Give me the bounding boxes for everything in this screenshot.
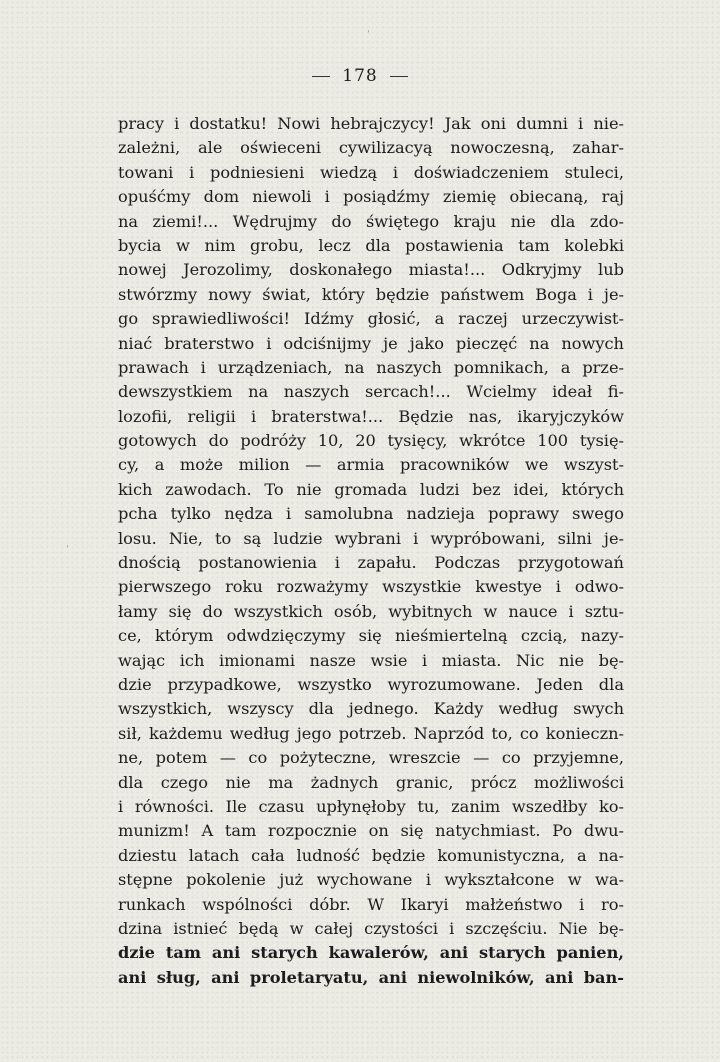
text-line: kich zawodach. To nie gromada ludzi bez idei, których xyxy=(118,479,624,499)
text-line: dzina istnieć będą w całej czystości i szczęściu. Nie bę- xyxy=(118,918,624,938)
text-line: gotowych do podróży 10, 20 tysięcy, wkrótce 100 tysię- xyxy=(118,431,624,451)
text-line: wając ich imionami nasze wsie i miasta. Nic nie bę- xyxy=(118,650,624,670)
text-line: stwórzmy nowy świat, który będzie państwem Boga i je- xyxy=(118,284,624,304)
text-line: cy, a może milion — armia pracowników we wszyst- xyxy=(118,455,624,475)
text-line: prawach i urządzeniach, na naszych pomnikach, a prze- xyxy=(118,357,624,377)
text-line: towani i podniesieni wiedzą i doświadczeniem stuleci, xyxy=(118,162,624,182)
body-text xyxy=(118,112,624,990)
text-line: dnością postanowienia i zapału. Podczas przygotowań xyxy=(118,553,624,573)
text-line: runkach wspólności dóbr. W Ikaryi małżeństwo i ro- xyxy=(118,894,624,914)
text-line: ani sług, ani proletaryatu, ani niewolników, ani ban- xyxy=(118,967,624,987)
text-line: stępne pokolenie już wychowane i wykształcone w wa- xyxy=(118,870,624,890)
text-line: dziestu latach cała ludność będzie komunistyczna, a na- xyxy=(118,845,624,865)
text-line: sił, każdemu według jego potrzeb. Naprzód to, co konieczn- xyxy=(118,723,624,743)
text-line: opuśćmy dom niewoli i posiądźmy ziemię obiecaną, raj xyxy=(118,187,624,207)
text-line: pcha tylko nędza i samolubna nadzieja poprawy swego xyxy=(118,504,624,524)
text-line: pracy i dostatku! Nowi hebrajczycy! Jak oni dumni i nie- xyxy=(118,114,624,133)
text-line: ce, którym odwdzięczymy się nieśmiertelną czcią, nazy- xyxy=(118,626,624,646)
paper-speck: ˈ xyxy=(367,30,370,41)
text-line: go sprawiedliwości! Idźmy głosić, a raczej urzeczywist- xyxy=(118,309,624,329)
text-line: pierwszego roku rozważymy wszystkie kwestye i odwo- xyxy=(118,577,624,597)
text-line: ne, potem — co pożyteczne, wreszcie — co przyjemne, xyxy=(118,748,624,768)
text-line: dzie tam ani starych kawalerów, ani starych panien, xyxy=(118,943,624,963)
text-line: i równości. Ile czasu upłynęłoby tu, zanim wszedłby ko- xyxy=(118,796,624,816)
header-dash-left xyxy=(312,76,330,77)
text-line: bycia w nim grobu, lecz dla postawienia tam kolebki xyxy=(118,235,624,255)
text-line: dewszystkiem na naszych sercach!... Wcielmy ideał fi- xyxy=(118,382,624,402)
text-line: dla czego nie ma żadnych granic, prócz możliwości xyxy=(118,772,624,792)
page-number: 178 xyxy=(342,66,378,86)
text-line: zależni, ale oświeceni cywilizacyą nowoczesną, zahar- xyxy=(118,138,624,158)
page-header xyxy=(0,66,720,86)
text-line: niać braterstwo i odciśnijmy je jako pieczęć na nowych xyxy=(118,333,624,353)
text-line: dzie przypadkowe, wszystko wyrozumowane. Jeden dla xyxy=(118,674,624,694)
text-line: łamy się do wszystkich osób, wybitnych w nauce i sztu- xyxy=(118,601,624,621)
header-dash-right xyxy=(390,76,408,77)
text-line: lozofii, religii i braterstwa!... Będzie nas, ikaryjczyków xyxy=(118,406,624,426)
text-line: wszystkich, wszyscy dla jednego. Każdy według swych xyxy=(118,699,624,719)
text-line: losu. Nie, to są ludzie wybrani i wypróbowani, silni je- xyxy=(118,528,624,548)
paper-speck: ˌ xyxy=(66,538,69,549)
text-line: na ziemi!... Wędrujmy do świętego kraju nie dla zdo- xyxy=(118,211,624,231)
text-line: munizm! A tam rozpocznie on się natychmiast. Po dwu- xyxy=(118,821,624,841)
text-line: nowej Jerozolimy, doskonałego miasta!... Odkryjmy lub xyxy=(118,260,624,280)
